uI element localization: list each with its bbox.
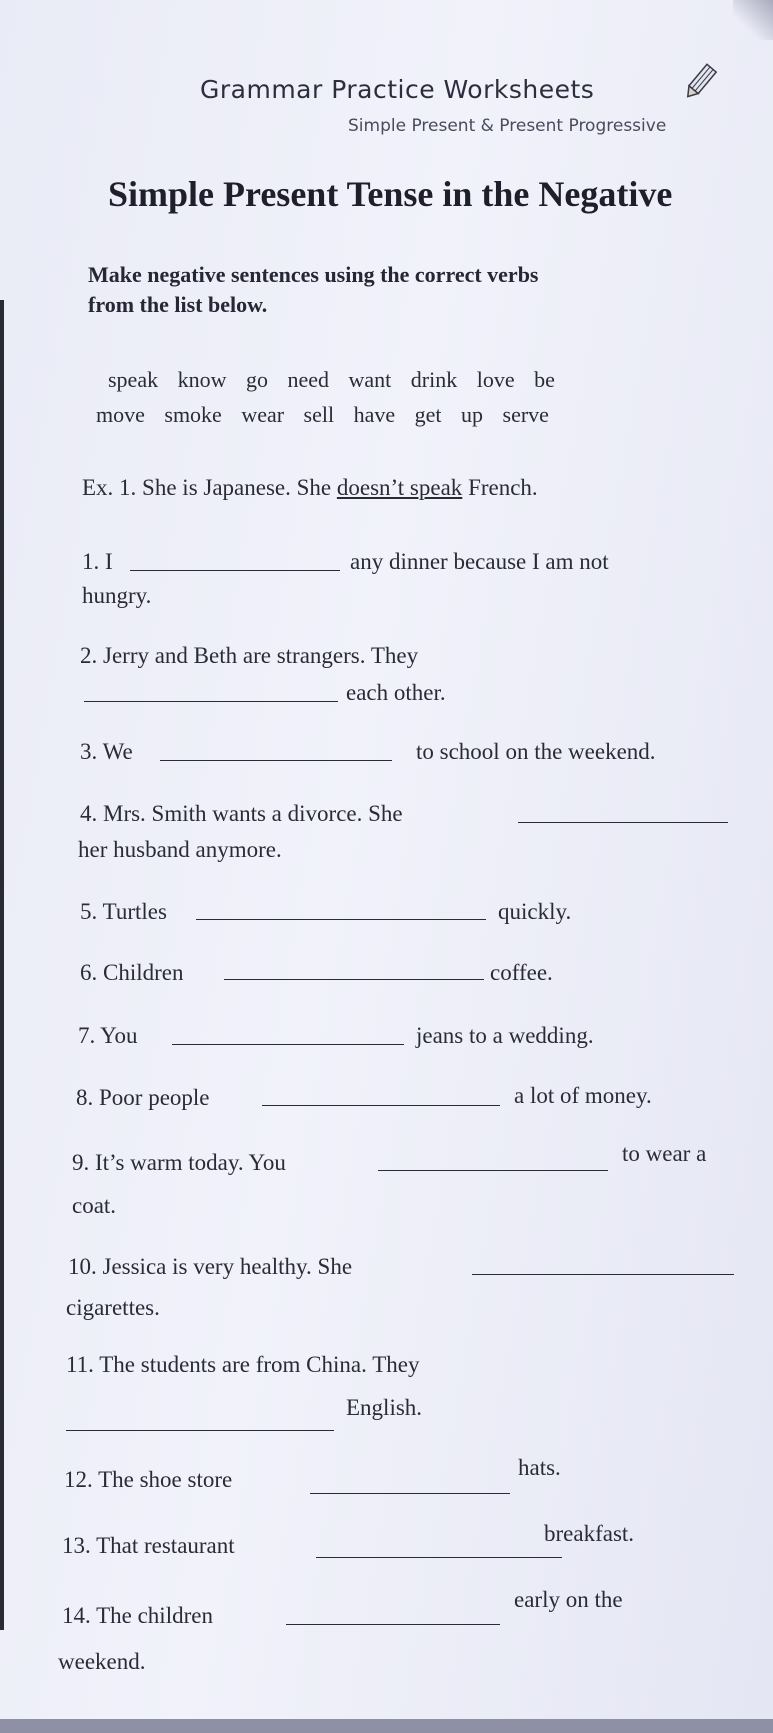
question-11-blank[interactable] (66, 1430, 334, 1431)
question-14-text: 14. The children (62, 1603, 213, 1628)
question-3-after: to school on the weekend. (416, 739, 656, 764)
question-14-continued: weekend. (58, 1649, 146, 1674)
instruction-line-2: from the list below. (88, 292, 268, 317)
question-13-blank[interactable] (316, 1557, 562, 1558)
header-subtitle: Simple Present & Present Progressive (348, 116, 667, 136)
question-12-after: hats. (518, 1455, 561, 1480)
question-9-continued: coat. (72, 1193, 117, 1218)
question-4-continued: her husband anymore. (78, 837, 282, 862)
question-14-blank[interactable] (286, 1624, 500, 1625)
pencil-icon (680, 62, 720, 107)
question-8-blank[interactable] (262, 1105, 500, 1106)
question-10-text: 10. Jessica is very healthy. She (68, 1254, 353, 1279)
question-14-after: early on the (514, 1587, 623, 1612)
question-6-blank[interactable] (224, 979, 484, 980)
example-answer: doesn’t speak (336, 475, 463, 500)
question-13-after: breakfast. (544, 1521, 635, 1546)
question-2-text: 2. Jerry and Beth are strangers. They (80, 643, 419, 668)
question-8-text: 8. Poor people (76, 1085, 210, 1110)
question-6-text: 6. Children (80, 960, 184, 985)
question-1-text: 1. I (82, 549, 113, 574)
question-7-after: jeans to a wedding. (416, 1023, 594, 1048)
header-title: Grammar Practice Worksheets (200, 75, 595, 104)
question-7-blank[interactable] (172, 1044, 404, 1045)
question-10-continued: cigarettes. (66, 1295, 160, 1320)
word-list-row-2: move smoke wear sell have get up serve (96, 402, 549, 427)
question-11-after: English. (346, 1395, 423, 1420)
question-6-after: coffee. (490, 960, 553, 985)
question-13-text: 13. That restaurant (62, 1533, 235, 1558)
question-10-blank[interactable] (472, 1274, 734, 1275)
page-corner-shadow (733, 0, 773, 40)
question-5-blank[interactable] (196, 919, 486, 920)
question-11-text: 11. The students are from China. They (66, 1352, 420, 1377)
question-12-text: 12. The shoe store (64, 1467, 233, 1492)
example-before: Ex. 1. She is Japanese. She (82, 475, 337, 500)
question-1-blank[interactable] (130, 570, 340, 571)
page-edge (0, 300, 4, 1630)
question-2-after: each other. (346, 680, 446, 705)
question-1-after: any dinner because I am not (350, 549, 609, 574)
question-5-text: 5. Turtles (80, 899, 167, 924)
instruction-line-1: Make negative sentences using the correct verbs (88, 262, 539, 287)
question-9-blank[interactable] (378, 1170, 608, 1171)
question-12-blank[interactable] (310, 1493, 510, 1494)
page-bottom-shadow (0, 1719, 773, 1733)
question-2-blank[interactable] (84, 701, 338, 702)
example-sentence (82, 475, 538, 501)
example-after: French. (462, 475, 538, 500)
worksheet-title: Simple Present Tense in the Negative (108, 174, 673, 214)
question-9-after: to wear a (622, 1141, 707, 1166)
question-3-blank[interactable] (160, 760, 392, 761)
question-4-blank[interactable] (518, 822, 728, 823)
question-3-text: 3. We (80, 739, 133, 764)
question-7-text: 7. You (78, 1023, 138, 1048)
word-list-row-1: speak know go need want drink love be (108, 367, 555, 392)
question-5-after: quickly. (498, 899, 572, 924)
question-8-after: a lot of money. (514, 1083, 652, 1108)
question-1-continued: hungry. (82, 583, 152, 608)
question-4-text: 4. Mrs. Smith wants a divorce. She (80, 801, 403, 826)
question-9-text: 9. It’s warm today. You (72, 1150, 286, 1175)
